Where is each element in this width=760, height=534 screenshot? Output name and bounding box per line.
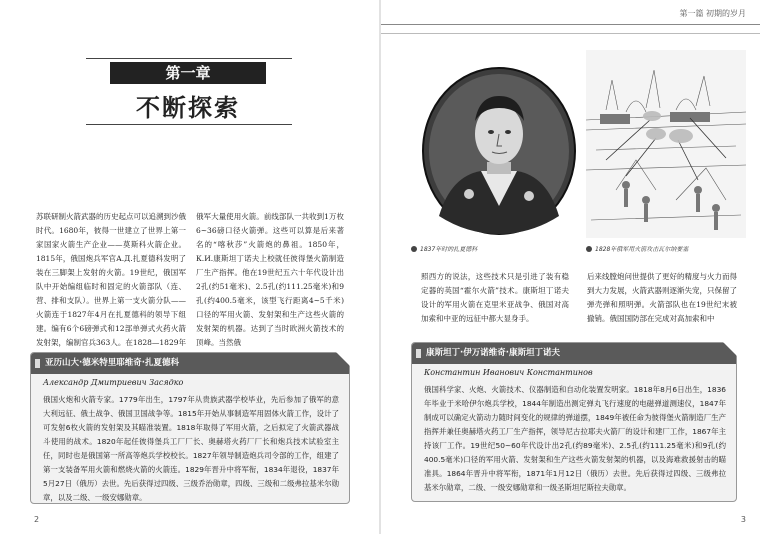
zasyadko-portrait-figure — [421, 66, 577, 236]
chapter-rule-bottom — [86, 124, 292, 125]
portrait-caption — [411, 244, 477, 253]
chapter-rule-top — [86, 58, 292, 59]
header-rule — [381, 24, 760, 34]
running-header: 第一篇 初期的岁月 — [679, 9, 746, 18]
page-number-left: 2 — [34, 515, 40, 524]
biography-box-konstantinov — [411, 342, 737, 502]
engraving-caption-text: 1828年俄军用火箭攻击瓦尔纳要塞 — [595, 246, 689, 253]
caption-marker-icon — [411, 246, 417, 252]
biography-box-zasyadko — [30, 352, 350, 504]
chapter-label: 第一章 — [110, 62, 266, 84]
biography-title: 亚历山大·德米特里耶维奇·扎夏德科 — [31, 353, 349, 374]
biography-text: 俄国科学家、火炮、火箭技术、仪器制造和自动化装置发明家。1818年8月6日出生，1836年毕业于米哈伊尔炮兵学校，1844年制造出测定弹丸飞行速度的电磁弹道测速仪，1847年制成可以确定火箭动力随时间变化的规律的弹道摆，1849年被任命为彼得堡火箭制造厂生产指挥并兼任奥赫塔火药工厂生产指挥，领导尼古拉耶夫火箭厂的设计和建厂工作，1867年主持该厂工作。19世纪50~60年代设计出2孔(约89毫米)、2.5孔(约111.25毫米)和9孔(约400.5毫米)口径的军用火箭、发射架和生产这些火箭发射架的机器，以及海难救援射击的瞄准具。1864年晋升中将军衔，1871年1月12日（俄历）去世。先后获得过四级、三级弗拉基米尔勋章，二级、一级安娜勋章和一级圣斯坦尼斯拉夫勋章。 — [424, 385, 726, 492]
body-text-column-4: 后来线膛炮问世提供了更好的精度与火力而得到大力发展，火箭武器则逐渐失宠，只保留了弹壳弹和照明弹。火箭部队也在19世纪末被撤销。俄国国防部在完成对高加索和中 — [587, 272, 737, 323]
biography-russian-name: Константин Иванович Константинов — [424, 368, 593, 377]
caption-marker-icon — [586, 246, 592, 252]
portrait-caption-text: 1837年时的扎夏德科 — [420, 246, 478, 253]
left-page — [0, 0, 379, 534]
biography-russian-name: Александр Дмитриевич Засядко — [43, 378, 184, 387]
page-number-right: 3 — [740, 515, 746, 524]
right-page — [381, 0, 760, 534]
body-text-column-3: 照西方的说法，这些技术只是引进了装有稳定器的英国“霍尔火箭”技术。康斯坦丁诺夫设计的军用火箭在克里米亚战争、俄国对高加索和中亚的远征中都大显身手。 — [421, 272, 569, 323]
body-text-column-2: 俄军大量使用火箭。前线部队一共收到1万枚6~36磅口径火箭弹。这些可以算是后来著名的“喀秋莎”火箭炮的鼻祖。1850年，К.И.康斯坦丁诺夫上校就任彼得堡火箭制造厂生产指挥。他在19世纪五六十年代设计出2孔(约51毫米)、2.5孔(约111.25毫米)和9孔(约400.5毫米，该型飞行距离4~5千米)口径的军用火箭、发射架和生产这些火箭的发射架的机器。达到了当时欧洲火箭技术的顶峰。当然俄 — [196, 212, 344, 347]
varna-siege-engraving-figure — [586, 50, 746, 238]
chapter-title: 不断探索 — [136, 93, 240, 122]
biography-title: 康斯坦丁·伊万诺维奇·康斯坦丁诺夫 — [412, 343, 736, 364]
body-text-column-1: 苏联研制火箭武器的历史起点可以追溯到沙俄时代。1680年，彼得一世建立了世界上第一家国家火箭生产企业——莫斯科火箭企业。1815年，俄国炮兵军官А.Д.扎夏德科发明了装在三脚架上发射的火箭。19世纪，俄国军队中开始编组临时和固定的火箭部队（连、营、排和支队）。世界上第一支火箭分队——火箭连于1827年4月在扎夏德科的领导下组建。编有6个6磅弹式和12部单弹式火药火箭发射架，编制官兵363人。在1828—1829年 — [36, 212, 186, 347]
engraving-caption — [586, 244, 688, 253]
biography-text: 俄国火炮和火箭专家。1779年出生，1797年从贵族武器学校毕业，先后参加了俄军的意大利远征、俄土战争、俄国卫国战争等。1815年开始从事制造军用固体火箭工作，设计了可发射6枚火箭的发射架及其瞄准装置。1818年取得了军用火箭，之后拟定了火箭武器战斗使用的战术。1820年起任彼得堡兵工厂厂长、奥赫塔火药厂厂长和炮兵技术试验室主任，同时也是俄国第一所高等炮兵学校校长。1827年领导制造炮兵司令部的工作，组建了第一支装备军用火箭和燃烧火箭的火箭连。1829年晋升中将军衔，1834年退役，1837年5月27日（俄历）去世。先后获得过四级、三级乔治勋章，四级、三级和二级弗拉基米尔勋章，以及二级、一级安娜勋章。 — [43, 395, 339, 502]
